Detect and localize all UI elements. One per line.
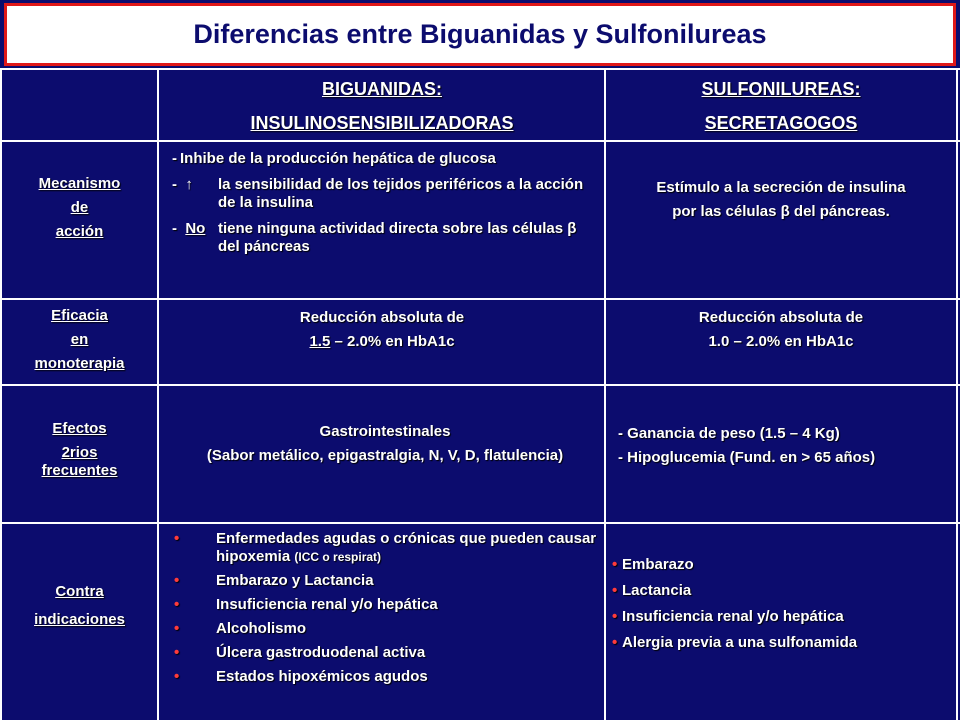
- bullet-icon: •: [612, 582, 618, 599]
- efectos-sulfonilureas: [618, 422, 953, 470]
- list-item: • Embarazo: [612, 556, 694, 573]
- label-line: acción: [55, 223, 104, 240]
- list-item: • Úlcera gastroduodenal activa: [174, 644, 426, 661]
- text-line: Reducción absoluta de: [698, 309, 864, 326]
- page-title: Diferencias entre Biguanidas y Sulfonilureas: [193, 19, 767, 49]
- label-line: Contra: [55, 583, 104, 600]
- row-divider-header: [0, 140, 960, 142]
- label-line: Efectos: [52, 420, 107, 437]
- bullet-icon: •: [174, 620, 180, 637]
- mecanismo-sulfonilureas: [606, 176, 956, 224]
- text-line: Gastrointestinales: [319, 423, 451, 440]
- list-item: - No tiene ninguna actividad directa sobre las células β del páncreas: [172, 220, 577, 255]
- text-line: Estímulo a la secreción de insulina: [656, 179, 906, 196]
- list-item: • Alcoholismo: [174, 620, 307, 637]
- header-sulfonilureas-line2: SECRETAGOGOS: [704, 113, 858, 133]
- label-line: en: [70, 331, 89, 348]
- row-divider-eficacia: [0, 384, 960, 386]
- list-item: • Enfermedades agudas o crónicas que pueden causar hipoxemia (ICC o respirat): [174, 530, 597, 565]
- row-label-efectos: [2, 420, 157, 480]
- list-item: • Insuficiencia renal y/o hepática: [174, 596, 438, 613]
- header-biguanidas-line2: INSULINOSENSIBILIZADORAS: [250, 113, 514, 133]
- efectos-biguanidas: [200, 422, 570, 466]
- bullet-icon: •: [174, 668, 180, 685]
- contra-sulfonilureas: [612, 556, 952, 660]
- list-item: • Lactancia: [612, 582, 692, 599]
- list-item: • Alergia previa a una sulfonamida: [612, 634, 858, 651]
- list-item: • Embarazo y Lactancia: [174, 572, 374, 589]
- label-line: indicaciones: [34, 611, 125, 628]
- bullet-icon: •: [174, 530, 180, 547]
- list-item: • Estados hipoxémicos agudos: [174, 668, 428, 685]
- bullet-icon: •: [612, 634, 618, 651]
- arrow-up-icon: ↑: [185, 176, 193, 193]
- eficacia-biguanidas: [160, 306, 604, 354]
- text-line: - Ganancia de peso (1.5 – 4 Kg): [618, 425, 840, 442]
- label-line: de: [70, 199, 89, 216]
- bullet-icon: •: [174, 572, 180, 589]
- text-line: (Sabor metálico, epigastralgia, N, V, D, flatulencia): [206, 447, 564, 464]
- bullet-icon: •: [612, 556, 618, 573]
- text-line: 1.5 – 2.0% en HbA1c: [309, 333, 455, 350]
- label-line: Eficacia: [51, 307, 108, 324]
- column-divider-right: [956, 68, 958, 720]
- list-item: • Insuficiencia renal y/o hepática: [612, 608, 844, 625]
- row-label-eficacia: [2, 304, 157, 376]
- bullet-icon: •: [174, 596, 180, 613]
- label-line: frecuentes: [41, 462, 118, 479]
- column-divider-1: [157, 68, 159, 720]
- header-biguanidas: [160, 72, 604, 140]
- header-sulfonilureas: [606, 72, 956, 140]
- text-line: por las células β del páncreas.: [672, 203, 890, 220]
- text-line: Reducción absoluta de: [299, 309, 465, 326]
- header-sulfonilureas-line1: SULFONILUREAS:: [701, 79, 861, 99]
- label-line: Mecanismo: [38, 175, 121, 192]
- column-divider-2: [604, 68, 606, 720]
- label-line: monoterapia: [34, 355, 125, 372]
- mecanismo-biguanidas: [160, 150, 600, 264]
- header-biguanidas-line1: BIGUANIDAS:: [322, 79, 442, 99]
- text-line: - Hipoglucemia (Fund. en > 65 años): [618, 449, 876, 466]
- list-item: - ↑ la sensibilidad de los tejidos periféricos a la acción de la insulina: [172, 176, 584, 211]
- row-divider-efectos: [0, 522, 960, 524]
- title-box: [4, 3, 956, 66]
- row-divider-mecanismo: [0, 298, 960, 300]
- row-label-mecanismo: [2, 172, 157, 244]
- text-line: 1.0 – 2.0% en HbA1c: [708, 333, 854, 350]
- row-label-contra: [2, 578, 157, 634]
- eficacia-sulfonilureas: [606, 306, 956, 354]
- label-line: 2rios: [61, 444, 98, 461]
- bullet-icon: •: [174, 644, 180, 661]
- contra-biguanidas: [160, 530, 600, 692]
- bullet-icon: •: [612, 608, 618, 625]
- list-item: - Inhibe de la producción hepática de glucosa: [172, 150, 496, 167]
- table-top-border: [0, 68, 960, 70]
